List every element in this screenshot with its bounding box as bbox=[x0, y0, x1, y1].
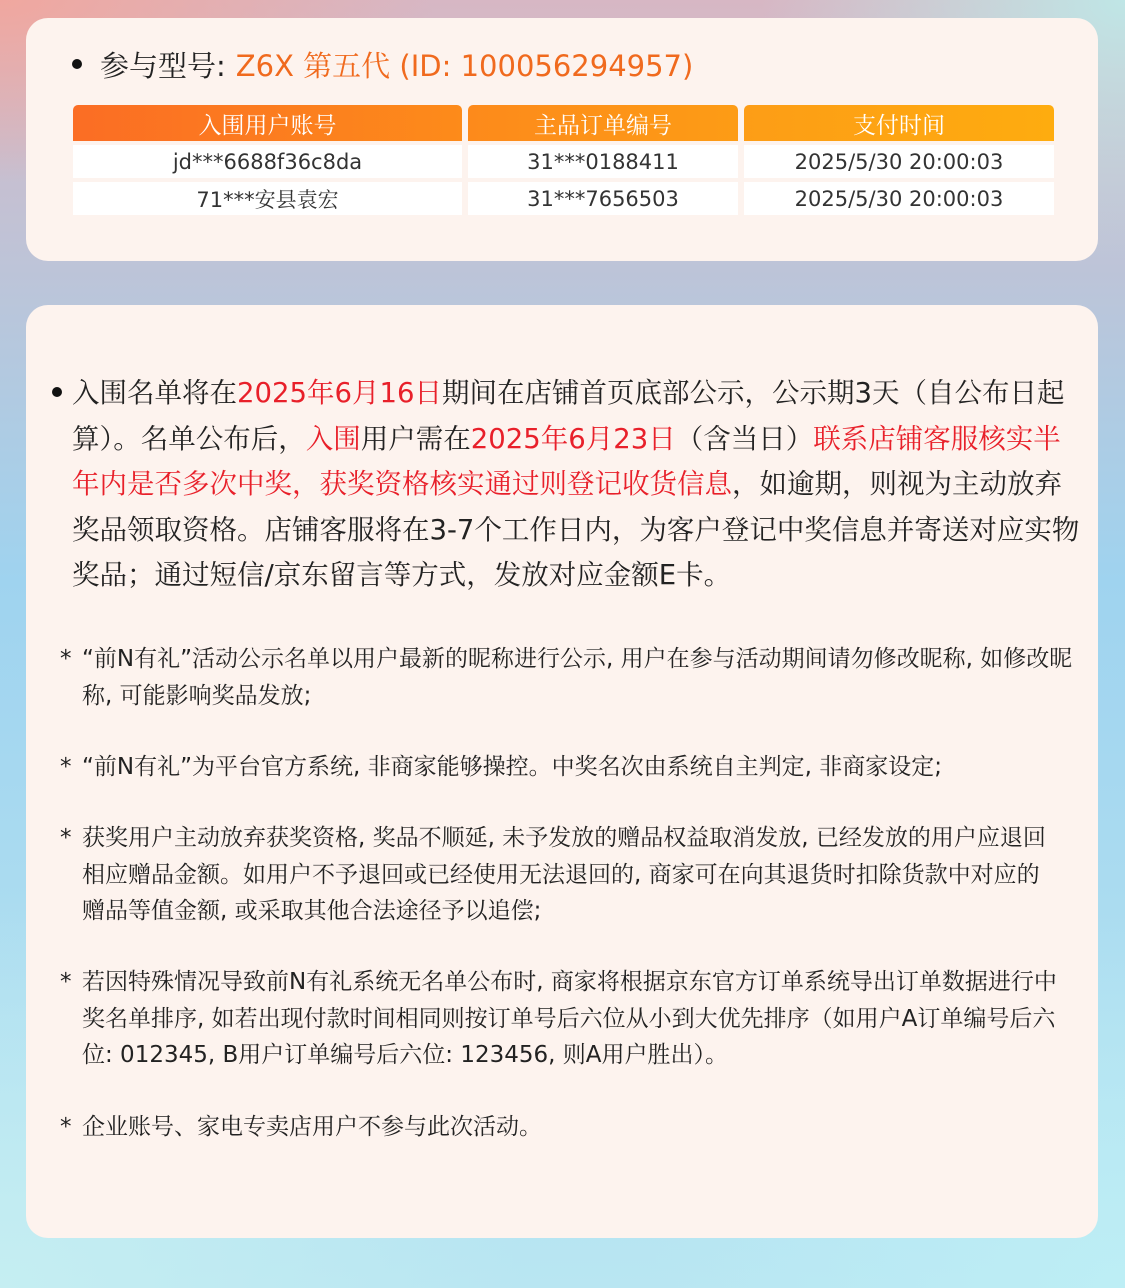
notice-text: 用户需在 bbox=[360, 422, 471, 455]
cell-account: jd***6688f36c8da bbox=[73, 145, 462, 178]
table-header-row bbox=[73, 105, 1054, 141]
cell-order: 31***7656503 bbox=[468, 182, 738, 215]
asterisk-marker: * bbox=[60, 646, 72, 672]
deadline-date: 2025年6月23日 bbox=[470, 422, 676, 455]
asterisk-marker: * bbox=[60, 969, 72, 995]
asterisk-marker: * bbox=[60, 1114, 72, 1140]
cell-account: 71***安县袁宏 bbox=[73, 182, 462, 215]
announce-date: 2025年6月16日 bbox=[237, 377, 442, 409]
notice-text: ，如逾期，则视为主动放弃奖品领取资格。店铺客服将在3-7个工作日内，为客户登记中奖信息并寄送对应实物奖品；通过短信/京东留言等方式，发放对应金额E卡。 bbox=[72, 468, 1080, 591]
table-row bbox=[73, 182, 1054, 215]
model-line bbox=[72, 44, 693, 84]
bullet-dot bbox=[72, 59, 82, 69]
winners-table bbox=[67, 101, 1060, 219]
cell-pay-time: 2025/5/30 20:00:03 bbox=[744, 182, 1054, 215]
rule-note-text: 若因特殊情况导致前N有礼系统无名单公布时, 商家将根据京东官方订单系统导出订单数据进行中奖名单排序, 如若出现付款时间相同则按订单号后六位从小到大优先排序（如用户A订单编号后六位: 012345, B用户订单编号后六位: 123456, 则A用户胜出）。 bbox=[82, 969, 1057, 1068]
rule-note-text: “前N有礼”活动公示名单以用户最新的昵称进行公示, 用户在参与活动期间请勿修改昵称, 如修改昵称, 可能影响奖品发放; bbox=[82, 646, 1073, 709]
highlight-text: 入围 bbox=[305, 422, 361, 455]
notice-text: 期间在店铺首页底部公示，公示期3天（自公布日起算）。名单公布后， bbox=[72, 377, 1065, 455]
rule-note bbox=[60, 1109, 1080, 1146]
model-value: Z6X 第五代 (ID: 100056294957) bbox=[235, 48, 694, 83]
cell-order: 31***0188411 bbox=[468, 145, 738, 178]
notice-text: （含当日） bbox=[675, 422, 814, 455]
model-label: 参与型号: bbox=[100, 48, 226, 83]
column-header-account: 入围用户账号 bbox=[73, 105, 462, 141]
table-row bbox=[73, 145, 1054, 178]
bullet-dot bbox=[52, 387, 62, 397]
rule-note bbox=[60, 749, 1080, 786]
notice-text: 入围名单将在 bbox=[72, 377, 237, 409]
rule-note-text: 企业账号、家电专卖店用户不参与此次活动。 bbox=[82, 1114, 542, 1140]
highlight-text: 联系店铺客服核实半年内是否多次中奖，获奖资格核实通过则登记收货信息 bbox=[72, 422, 1061, 500]
rule-note-text: “前N有礼”为平台官方系统, 非商家能够操控。中奖名次由系统自主判定, 非商家设定; bbox=[82, 754, 943, 780]
rule-note bbox=[60, 964, 1060, 1074]
asterisk-marker: * bbox=[60, 754, 72, 780]
column-header-order: 主品订单编号 bbox=[468, 105, 738, 141]
asterisk-marker: * bbox=[60, 825, 72, 851]
rule-note bbox=[60, 820, 1050, 930]
rule-note bbox=[60, 641, 1080, 714]
cell-pay-time: 2025/5/30 20:00:03 bbox=[744, 145, 1054, 178]
column-header-pay-time: 支付时间 bbox=[744, 105, 1054, 141]
announcement-paragraph bbox=[48, 371, 1088, 599]
rule-note-text: 获奖用户主动放弃获奖资格, 奖品不顺延, 未予发放的赠品权益取消发放, 已经发放的用户应退回相应赠品金额。如用户不予退回或已经使用无法退回的, 商家可在向其退货时扣除货款中对应的赠品等值金额, 或采取其他合法途径予以追偿; bbox=[82, 825, 1046, 924]
